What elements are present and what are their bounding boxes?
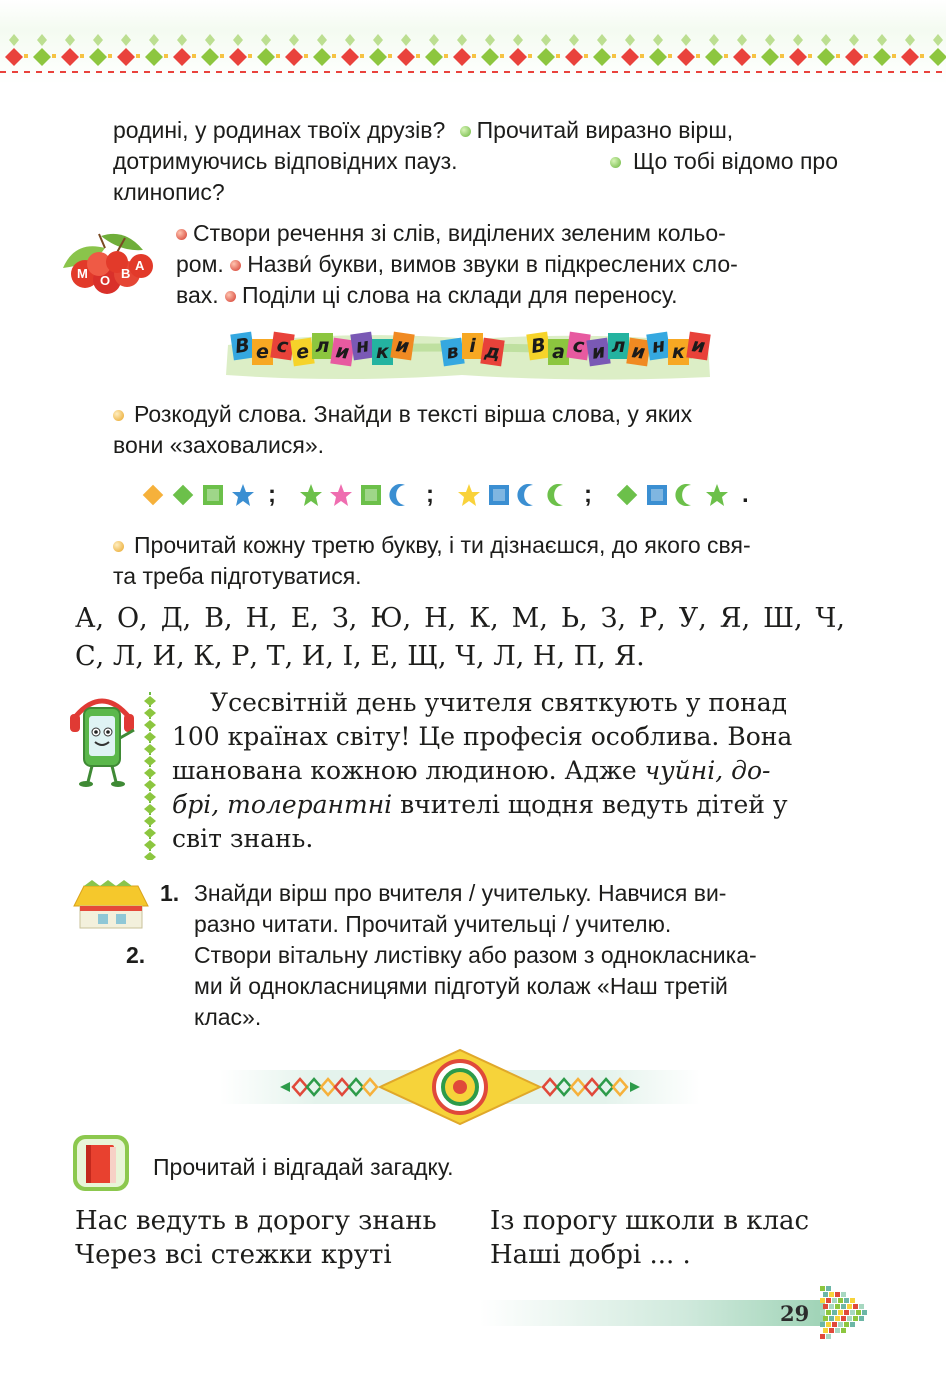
vine-leaf <box>144 708 156 718</box>
house-icon <box>70 880 152 930</box>
diamond-green-icon <box>170 482 196 508</box>
header-dot <box>472 54 476 58</box>
footer-pixel <box>832 1298 837 1303</box>
mova-line2-a: ром. <box>176 251 224 277</box>
footer-pixel <box>859 1304 864 1309</box>
banner-letter-tile: а <box>548 339 569 365</box>
veselinky-banner <box>222 325 714 387</box>
mova-line2-b: Назви́ букви, вимов звуки в підкреслених сло- <box>247 251 738 277</box>
footer-pixel <box>823 1292 828 1297</box>
footer-pixel <box>820 1310 825 1315</box>
info-line4-b: вчителі щодня ведуть дітей у <box>400 790 788 819</box>
moon-blue-icon <box>388 482 414 508</box>
footer-pixel <box>847 1316 852 1321</box>
page-number: 29 <box>780 1301 810 1326</box>
footer-pixel <box>850 1322 855 1327</box>
ornament-divider <box>220 1048 700 1126</box>
green-bullet-icon <box>610 157 621 168</box>
riddle-left-line2: Через всі стежки круті <box>75 1240 392 1270</box>
banner-letter-tile: н <box>350 332 374 361</box>
banner-letter-tile: в <box>440 338 464 367</box>
banner-letter-tile: с <box>270 332 294 361</box>
task-2-line2: ми й однокласницями підготуй колаж «Наш третій <box>194 973 728 999</box>
footer-pixel <box>826 1334 831 1339</box>
decode-task-line2: вони «заховалися». <box>113 432 325 458</box>
square-green-icon <box>200 482 226 508</box>
code-separator: ; <box>268 481 276 508</box>
vine-leaf <box>144 744 156 754</box>
green-vine-divider <box>140 690 160 860</box>
header-dot <box>192 54 196 58</box>
vine-leaf <box>144 840 156 850</box>
header-dot <box>388 54 392 58</box>
diamond-green-icon <box>614 482 640 508</box>
red-bullet-icon <box>230 260 241 271</box>
footer-pixel <box>847 1304 852 1309</box>
decode-task <box>113 399 838 461</box>
mova-paragraph <box>176 218 838 311</box>
task-2-number: 2. <box>126 942 146 968</box>
mova-line1: Створи речення зі слів, виділених зеленим кольо- <box>193 220 726 246</box>
header-dot <box>136 54 140 58</box>
task-1-number: 1. <box>160 880 180 906</box>
vine-leaf <box>144 804 156 814</box>
header-dot <box>276 54 280 58</box>
banner-letter-tile: е <box>290 338 314 367</box>
footer-pixel <box>823 1304 828 1309</box>
mova-berries-icon <box>55 228 155 308</box>
footer-pixel <box>826 1322 831 1327</box>
square-blue-icon <box>486 482 512 508</box>
footer-pixel <box>826 1298 831 1303</box>
banner-letter-tile: и <box>586 338 610 367</box>
riddle-right-line1: Із порогу школи в клас <box>490 1206 810 1236</box>
riddle-right-column <box>490 1204 809 1272</box>
intro-line1-a: родині, у родинах твоїх друзів? <box>113 117 446 143</box>
footer-pixel <box>856 1310 861 1315</box>
red-book-icon <box>72 1134 130 1192</box>
header-dot <box>220 54 224 58</box>
vine-leaf <box>144 828 156 838</box>
banner-letter-tile: е <box>252 339 273 365</box>
footer-pixel <box>844 1322 849 1327</box>
footer-pixel <box>829 1292 834 1297</box>
header-dot <box>696 54 700 58</box>
red-bullet-icon <box>176 229 187 240</box>
red-bullet-icon <box>225 291 236 302</box>
info-line3-b: чуйні, до- <box>644 756 771 785</box>
vine-leaf <box>144 720 156 730</box>
task-list <box>126 878 838 1033</box>
header-dot <box>304 54 308 58</box>
banner-letter-tile: д <box>480 338 504 367</box>
footer-pixel <box>844 1298 849 1303</box>
footer-pixel <box>838 1310 843 1315</box>
header-dot <box>332 54 336 58</box>
banner-letter-tile: и <box>626 338 650 367</box>
footer-pixel <box>820 1298 825 1303</box>
vine-leaf <box>144 756 156 766</box>
task-2-line3: клас». <box>194 1004 262 1030</box>
intro-line1-b: Прочитай виразно вірш, <box>476 117 734 143</box>
letters-sequence <box>75 600 845 676</box>
header-dot <box>500 54 504 58</box>
header-dot <box>584 54 588 58</box>
mova-line3-a: вах. <box>176 282 219 308</box>
footer-pixel <box>823 1316 828 1321</box>
banner-letter-tile: и <box>390 332 414 361</box>
header-dot <box>108 54 112 58</box>
mova-letter-o: О <box>100 273 111 288</box>
moon-green-icon <box>674 482 700 508</box>
task-item-1 <box>160 878 838 940</box>
header-dot <box>528 54 532 58</box>
riddle-right-line2: Наші добрі ... . <box>490 1240 691 1270</box>
banner-letter-tile: и <box>330 338 354 367</box>
footer-pixel <box>841 1328 846 1333</box>
banner-letter-tile: і <box>462 333 483 359</box>
banner-letter-tile: В <box>230 332 254 361</box>
banner-letter-tile: В <box>526 332 550 361</box>
footer-pixel <box>820 1334 825 1339</box>
mova-letter-m: М <box>77 266 88 281</box>
intro-line2-b: Що тобі відомо про <box>632 148 838 174</box>
info-line2: 100 країнах світу! Це професія особлива. Вона <box>172 722 793 751</box>
banner-letter-tile: и <box>686 332 710 361</box>
footer-pixel <box>844 1310 849 1315</box>
code-separator: . <box>742 481 749 508</box>
footer-pixel <box>835 1292 840 1297</box>
info-line5: світ знань. <box>172 824 314 853</box>
footer-pixel <box>829 1304 834 1309</box>
header-dot <box>444 54 448 58</box>
banner-letter-tile: л <box>312 333 333 359</box>
header-dot <box>52 54 56 58</box>
vine-leaf <box>144 732 156 742</box>
read-task-line1: Прочитай кожну третю букву, і ти дізнаєшся, до якого свя- <box>134 532 751 558</box>
header-dot <box>24 54 28 58</box>
mova-letter-a: А <box>135 258 145 273</box>
footer-pixel <box>826 1310 831 1315</box>
banner-letter-tile: с <box>566 332 590 361</box>
footer-pixel <box>862 1310 867 1315</box>
vine-leaf <box>144 780 156 790</box>
task-1-line1: Знайди вірш про вчителя / учительку. Навчися ви- <box>194 880 727 906</box>
task-1-line2: разно читати. Прочитай учительці / учителю. <box>194 911 672 937</box>
header-dot <box>164 54 168 58</box>
footer-pixel <box>832 1322 837 1327</box>
star-green-icon <box>704 482 730 508</box>
moon-blue-icon <box>516 482 542 508</box>
footer-pixel <box>853 1304 858 1309</box>
mova-line3-b: Поділи ці слова на склади для переносу. <box>242 282 678 308</box>
read-task-line2: та треба підготуватися. <box>113 563 362 589</box>
diamond-orange-icon <box>140 482 166 508</box>
code-separator: ; <box>426 481 434 508</box>
moon-green-icon <box>546 482 572 508</box>
task-item-2 <box>126 940 838 1033</box>
footer-pixel <box>820 1286 825 1291</box>
header-dot <box>752 54 756 58</box>
green-bullet-icon <box>460 126 471 137</box>
header-dot <box>640 54 644 58</box>
header-dot <box>416 54 420 58</box>
header-dot <box>556 54 560 58</box>
mova-letter-v: В <box>121 266 131 281</box>
footer-pixel <box>841 1316 846 1321</box>
footer-pixel <box>859 1316 864 1321</box>
vine-leaf <box>144 792 156 802</box>
footer-pixel <box>850 1298 855 1303</box>
star-green-icon <box>298 482 324 508</box>
intro-line2-a: дотримуючись відповідних пауз. <box>113 148 458 174</box>
footer-pixel <box>850 1310 855 1315</box>
banner-letter-tile: л <box>608 333 629 359</box>
info-line3-a: шанована кожною людиною. Адже <box>172 756 637 785</box>
vine-leaf <box>144 768 156 778</box>
riddle-left-column <box>75 1204 437 1272</box>
footer-pixel <box>841 1292 846 1297</box>
yellow-bullet-icon <box>113 410 124 421</box>
phone-mascot-icon <box>62 690 142 790</box>
footer-pixel <box>853 1316 858 1321</box>
decode-task-line1: Розкодуй слова. Знайди в тексті вірша слова, у яких <box>134 401 693 427</box>
intro-paragraph <box>113 115 838 208</box>
footer-pixel <box>829 1328 834 1333</box>
footer-pixel <box>835 1304 840 1309</box>
header-dot <box>360 54 364 58</box>
header-dot <box>864 54 868 58</box>
footer-pixel <box>826 1286 831 1291</box>
footer-pixel <box>838 1322 843 1327</box>
footer-pixel <box>835 1316 840 1321</box>
square-blue-icon <box>644 482 670 508</box>
footer-pixel <box>841 1304 846 1309</box>
star-pink-icon <box>328 482 354 508</box>
riddle-left-line1: Нас ведуть в дорогу знань <box>75 1206 437 1236</box>
footer-pixel <box>823 1328 828 1333</box>
header-dot <box>808 54 812 58</box>
footer-pixel <box>832 1310 837 1315</box>
header-dot <box>920 54 924 58</box>
square-green-icon <box>358 482 384 508</box>
info-paragraph <box>172 686 839 856</box>
star-blue-icon <box>230 482 256 508</box>
footer-strip <box>480 1278 880 1348</box>
header-dot <box>248 54 252 58</box>
header-dot <box>836 54 840 58</box>
footer-pixel <box>820 1322 825 1327</box>
header-dot <box>892 54 896 58</box>
code-separator: ; <box>584 481 592 508</box>
info-line1: Усесвітній день учителя святкують у понад <box>210 688 788 717</box>
footer-pixel <box>835 1328 840 1333</box>
header-dot <box>80 54 84 58</box>
task-2-line1: Створи вітальну листівку або разом з однокласника- <box>194 942 757 968</box>
letters-line2: С, Л, И, К, Р, Т, И, І, Е, Щ, Ч, Л, Н, П, Я. <box>75 641 645 672</box>
info-line4-a: брі, толерантні <box>172 790 393 819</box>
letters-line1: А, О, Д, В, Н, Е, З, Ю, Н, К, М, Ь, З, Р, У, Я, Ш, Ч, <box>75 603 845 634</box>
riddle-instruction: Прочитай і відгадай загадку. <box>153 1154 454 1180</box>
header-dot <box>612 54 616 58</box>
banner-letter-tile: н <box>646 332 670 361</box>
header-dot <box>724 54 728 58</box>
banner-letter-tile: к <box>668 339 689 365</box>
footer-pixel <box>838 1298 843 1303</box>
footer-pixel <box>829 1316 834 1321</box>
intro-line3: клинопис? <box>113 179 225 205</box>
read-task <box>113 530 838 592</box>
vine-leaf <box>144 852 156 860</box>
header-ornament-border <box>0 0 946 84</box>
banner-letter-tile: к <box>372 339 393 365</box>
vine-leaf <box>144 696 156 706</box>
header-dot <box>668 54 672 58</box>
header-dot <box>780 54 784 58</box>
vine-leaf <box>144 816 156 826</box>
code-symbols-row <box>140 478 790 512</box>
yellow-bullet-icon <box>113 541 124 552</box>
star-yellow-icon <box>456 482 482 508</box>
